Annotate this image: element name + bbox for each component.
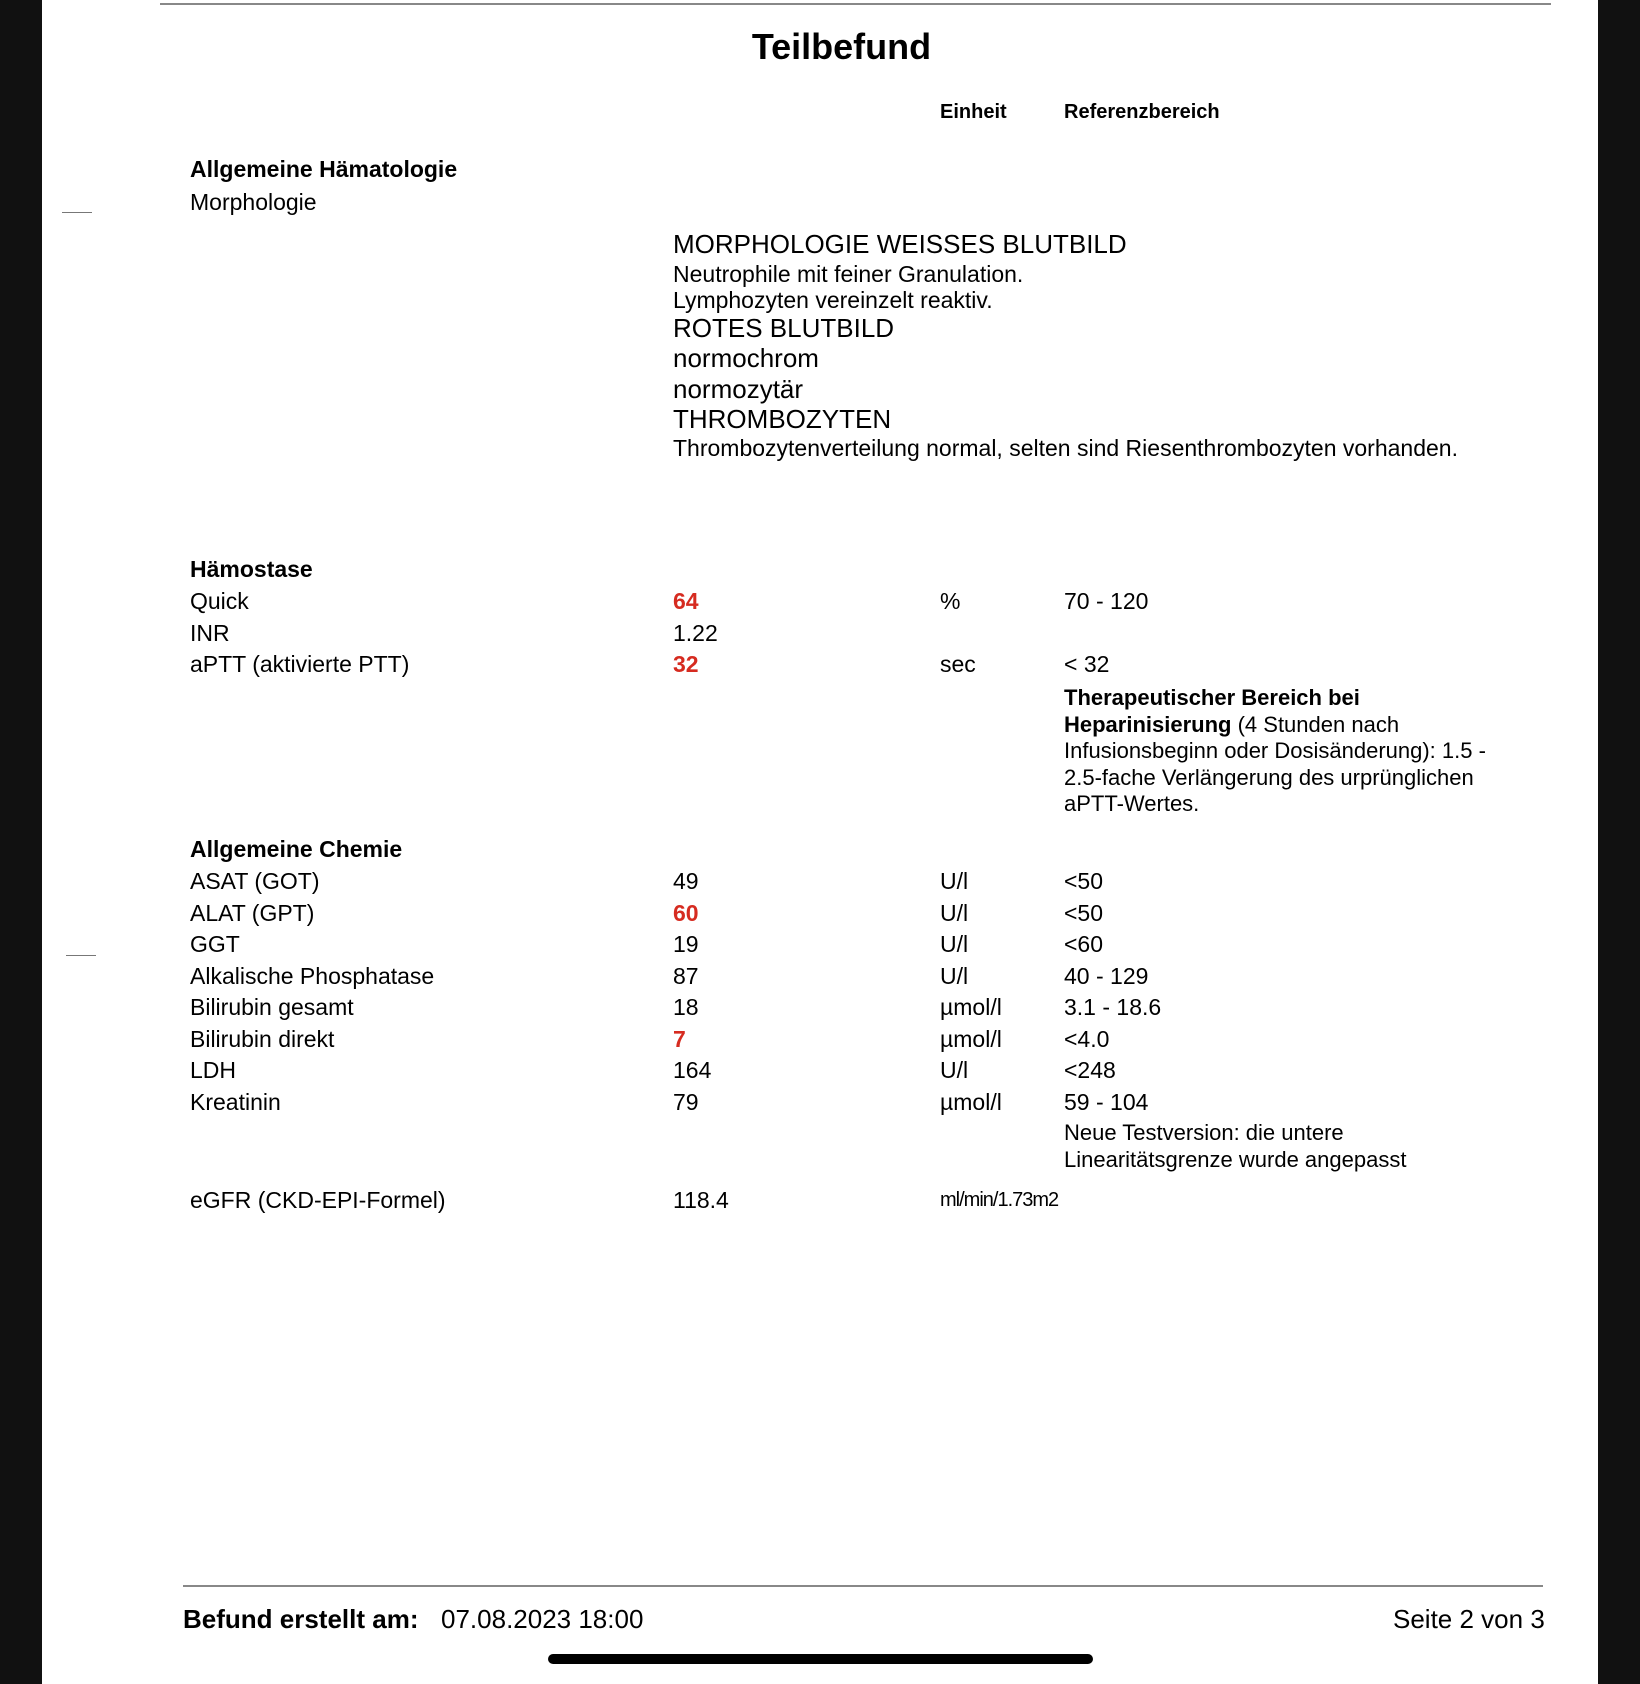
- egfr-unit: ml/min/1.73m2: [940, 1189, 1059, 1211]
- result-value: 64: [673, 588, 699, 614]
- kreatinin-note: Neue Testversion: die untere Linearitätsgrenze wurde angepasst: [1064, 1120, 1407, 1172]
- section-heading-chemie: Allgemeine Chemie: [190, 836, 403, 862]
- result-value: 79: [673, 1088, 699, 1115]
- home-indicator[interactable]: [548, 1654, 1093, 1664]
- result-reference: 40 - 129: [1064, 962, 1149, 989]
- result-value: 7: [673, 1025, 686, 1052]
- result-value: 164: [673, 1057, 712, 1083]
- aptt-note-bold: Therapeutischer Bereich bei Heparinisierung: [1064, 685, 1360, 737]
- result-reference: <50: [1064, 899, 1104, 926]
- result-reference: <60: [1064, 931, 1104, 957]
- result-reference: 3.1 - 18.6: [1064, 994, 1162, 1020]
- aptt-note-text: (4 Stunden nach Infusionsbeginn oder Dosisänderung): 1.5 - 2.5-fache Verlängerung des urprünglichen aPTT-Wertes.: [1064, 711, 1486, 816]
- morph-heading: THROMBOZYTEN: [673, 404, 892, 434]
- result-reference: 70 - 120: [1064, 588, 1149, 614]
- morph-line: Lymphozyten vereinzelt reaktiv.: [673, 287, 993, 313]
- column-header-referenzbereich: Referenzbereich: [1064, 101, 1220, 123]
- result-name: Bilirubin gesamt: [190, 994, 354, 1020]
- result-value: 32: [673, 651, 699, 677]
- morph-heading: ROTES BLUTBILD: [673, 313, 895, 343]
- page-title: Teilbefund: [751, 26, 932, 67]
- section-heading-haematologie: Allgemeine Hämatologie: [190, 156, 458, 182]
- report-page: [42, 0, 1598, 1684]
- morph-line: normochrom: [673, 343, 819, 373]
- result-unit: U/l: [940, 899, 969, 926]
- footer-datetime: 07.08.2023 18:00: [441, 1604, 644, 1634]
- result-value: 19: [673, 931, 699, 957]
- column-header-einheit: Einheit: [940, 101, 1007, 123]
- morph-line: normozytär: [673, 374, 804, 404]
- result-name: Alkalische Phosphatase: [190, 962, 435, 989]
- result-unit: µmol/l: [940, 1088, 1002, 1115]
- result-reference: <50: [1064, 868, 1104, 894]
- result-reference: <4.0: [1064, 1025, 1110, 1052]
- top-divider: [160, 3, 1551, 5]
- result-value: 87: [673, 962, 699, 989]
- margin-mark: [62, 212, 92, 213]
- result-unit: U/l: [940, 931, 969, 957]
- result-unit: sec: [940, 651, 976, 677]
- result-name: Bilirubin direkt: [190, 1025, 335, 1052]
- page-number: Seite 2 von 3: [1393, 1604, 1545, 1634]
- section-heading-haemostase: Hämostase: [190, 556, 313, 582]
- result-name: GGT: [190, 931, 240, 957]
- result-reference: 59 - 104: [1064, 1088, 1149, 1115]
- result-reference: < 32: [1064, 651, 1110, 677]
- result-value: 60: [673, 899, 699, 926]
- morph-line: Neutrophile mit feiner Granulation.: [673, 261, 1024, 287]
- result-unit: U/l: [940, 1057, 969, 1083]
- result-unit: µmol/l: [940, 994, 1002, 1020]
- morph-line: Thrombozytenverteilung normal, selten sind Riesenthrombozyten vorhanden.: [673, 435, 1458, 461]
- egfr-name: eGFR (CKD-EPI-Formel): [190, 1187, 446, 1213]
- result-value: 1.22: [673, 619, 718, 646]
- result-name: Quick: [190, 588, 249, 614]
- result-name: INR: [190, 619, 230, 646]
- result-reference: <248: [1064, 1057, 1116, 1083]
- morph-heading: MORPHOLOGIE WEISSES BLUTBILD: [673, 229, 1127, 259]
- result-name: aPTT (aktivierte PTT): [190, 651, 410, 677]
- result-value: 18: [673, 994, 699, 1020]
- result-value: 49: [673, 868, 699, 894]
- aptt-reference-note: [1064, 685, 1524, 818]
- result-unit: U/l: [940, 962, 969, 989]
- result-name: ALAT (GPT): [190, 899, 315, 926]
- egfr-value: 118.4: [673, 1187, 729, 1213]
- result-name: LDH: [190, 1057, 237, 1083]
- footer-label: Befund erstellt am:: [183, 1604, 419, 1634]
- result-unit: µmol/l: [940, 1025, 1002, 1052]
- subsection-morphologie: Morphologie: [190, 189, 317, 215]
- result-name: Kreatinin: [190, 1088, 281, 1115]
- margin-mark: [66, 955, 96, 956]
- result-unit: U/l: [940, 868, 969, 894]
- result-unit: %: [940, 588, 961, 614]
- footer-divider: [183, 1585, 1543, 1587]
- result-name: ASAT (GOT): [190, 868, 320, 894]
